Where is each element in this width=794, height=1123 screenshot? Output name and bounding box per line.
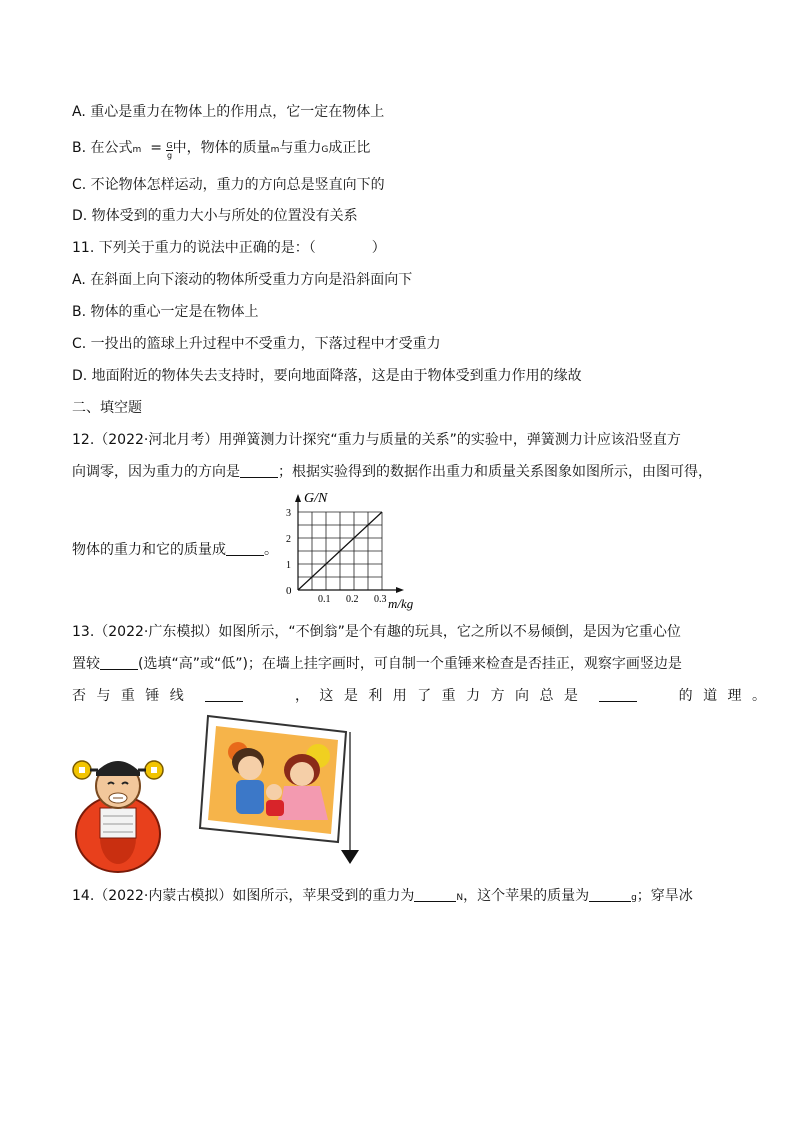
formula-m: m (132, 145, 142, 155)
answer-blank-13b[interactable] (205, 687, 243, 702)
gravity-mass-graph (270, 488, 440, 612)
section-heading: 二、填空题 (72, 400, 142, 416)
question-12-line2-b: ；根据实验得到的数据作出重力和质量关系图象如图所示，由图可得， (278, 464, 712, 480)
question-14-text-a: 14.（2022·内蒙古模拟）如图所示，苹果受到的重力为 (72, 888, 415, 904)
graph-y-label: G/N (304, 491, 328, 506)
question-13-line3-c: 的 道 理 。 (678, 688, 767, 704)
option-10b-post2: 与重力 (279, 140, 322, 156)
x-tick-label: 0.1 (318, 594, 331, 605)
question-13-line1: 13.（2022·广东模拟）如图所示，“不倒翁”是个有趣的玩具，它之所以不易倾倒，是因为它重心位 (72, 624, 681, 640)
formula-eq: = (150, 140, 162, 156)
tumbler-toy-illustration (70, 746, 166, 874)
fraction-denominator: g (166, 151, 173, 160)
answer-blank-12a[interactable] (240, 463, 278, 478)
question-12-line2 (72, 462, 724, 482)
x-axis-arrow (396, 587, 404, 593)
option-10b-post: 中，物体的质量 (172, 140, 271, 156)
answer-blank-14a[interactable] (414, 887, 456, 902)
option-11c: C. 一投出的篮球上升过程中不受重力，下落过程中才受重力 (72, 336, 441, 352)
question-11-stem: 11. 下列关于重力的说法中正确的是：（ ） (72, 240, 386, 256)
question-13-line2 (72, 654, 724, 674)
symbol-m: m (270, 145, 280, 155)
unit-newton: N (456, 893, 464, 903)
option-10b (72, 138, 724, 160)
option-10b-post3: 成正比 (328, 140, 371, 156)
option-11a: A. 在斜面上向下滚动的物体所受重力方向是沿斜面向下 (72, 272, 413, 288)
graph-origin-label: 0 (286, 585, 292, 597)
question-12-line3-a: 物体的重力和它的质量成 (72, 542, 226, 558)
option-10d: D. 物体受到的重力大小与所处的位置没有关系 (72, 208, 358, 224)
question-12-line2-a: 向调零，因为重力的方向是 (72, 464, 240, 480)
option-10c: C. 不论物体怎样运动，重力的方向总是竖直向下的 (72, 177, 385, 193)
question-12-line3-b: 。 (264, 542, 278, 558)
question-13-line2-b: (选填“高”或“低”)；在墙上挂字画时，可自制一个重锤来检查是否挂正，观察字画竖边是 (138, 656, 682, 672)
question-13-line2-a: 置较 (72, 656, 100, 672)
x-tick-label: 0.2 (346, 594, 359, 605)
question-13-line3-b: ， 这 是 利 用 了 重 力 方 向 总 是 (294, 688, 578, 704)
question-13-line3 (72, 686, 767, 706)
fraction-numerator: G (166, 141, 173, 150)
symbol-G: G (321, 145, 329, 155)
option-11b: B. 物体的重心一定是在物体上 (72, 304, 259, 320)
graph-x-label: m/kg (388, 596, 414, 611)
unit-gram: g (631, 893, 637, 903)
answer-blank-14b[interactable] (589, 887, 631, 902)
y-tick-label: 1 (286, 560, 291, 571)
y-tick-label: 2 (286, 534, 291, 545)
answer-blank-13c[interactable] (599, 687, 637, 702)
hanging-picture-illustration (198, 712, 368, 868)
y-tick-label: 3 (286, 508, 291, 519)
question-13-line3-a: 否 与 重 锤 线 (72, 688, 184, 704)
question-14-text-c: ；穿旱冰 (636, 888, 693, 904)
x-tick-label: 0.3 (374, 594, 387, 605)
answer-blank-13a[interactable] (100, 655, 138, 670)
option-11d: D. 地面附近的物体失去支持时，要向地面降落，这是由于物体受到重力作用的缘故 (72, 368, 582, 384)
option-10a: A. 重心是重力在物体上的作用点，它一定在物体上 (72, 104, 385, 120)
y-axis-arrow (295, 494, 301, 502)
answer-blank-12b[interactable] (226, 541, 264, 556)
question-12-line1: 12.（2022·河北月考）用弹簧测力计探究“重力与质量的关系”的实验中，弹簧测力计应该沿竖直方 (72, 432, 681, 448)
option-10b-pre: B. 在公式 (72, 140, 133, 156)
question-14-text-b: ，这个苹果的质量为 (463, 888, 590, 904)
question-14-line1 (72, 886, 724, 908)
